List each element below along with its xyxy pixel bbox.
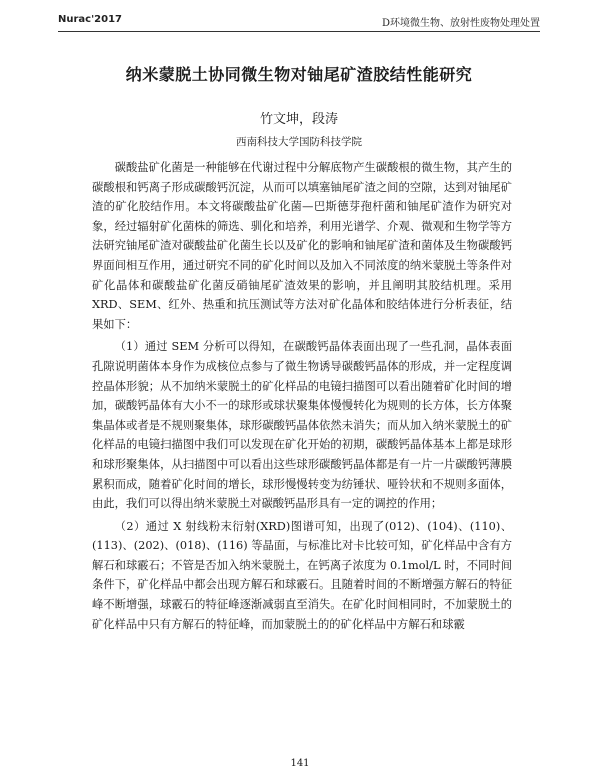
affiliation: 西南科技大学国防科技学院 <box>236 136 362 148</box>
paragraph-finding-2: （2）通过 X 射线粉末衍射(XRD)图谱可知，出现了(012)、(104)、(110)、(113)、(202)、(018)、(116) 等晶面，与标准比对卡比较可知，矿化样品中含有方解石和球霰石；不管是否加入纳米蒙脱土，在钙离子浓度为 0.1mol/L 时，不同时间条件下，矿化样品中都会出现方解石和球霰石。且随着时间的不断增强方解石的特征峰不断增强，球霰石的特征峰逐渐减弱直至消失。在矿化时间相同时，不加蒙脱土的矿化样品中只有方解石的特征峰，而加蒙脱土的的矿化样品中方解石和球霰 <box>92 519 512 631</box>
paper-title: 纳米蒙脱土协同微生物对铀尾矿渣胶结性能研究 <box>125 65 473 84</box>
running-header <box>58 12 540 28</box>
abstract-body <box>92 158 512 634</box>
section-label: D环境微生物、放射性废物处理处置 <box>381 18 540 29</box>
page-number: 141 <box>290 758 310 769</box>
paragraph-intro: 碳酸盐矿化菌是一种能够在代谢过程中分解底物产生碳酸根的微生物，其产生的碳酸根和钙离子形成碳酸钙沉淀，从而可以填塞铀尾矿渣之间的空隙，达到对铀尾矿渣的矿化胶结作用。本文将碳酸盐矿化菌—巴斯德芽孢杆菌和铀尾矿渣作为研究对象，经过辐射矿化菌株的筛选、驯化和培养，利用光谱学、介观、微观和生物学等方法研究铀尾矿渣对碳酸盐矿化菌生长以及矿化的影响和铀尾矿渣和菌体及生物碳酸钙界面间相互作用，通过研究不同的矿化时间以及加入不同浓度的纳米蒙脱土等条件对矿化晶体和碳酸盐矿化菌反硝铀尾矿渣效果的影响，并且阐明其胶结机理。采用 XRD、SEM、红外、热重和抗压测试等方法对矿化晶体和胶结体进行分析表征，结果如下： <box>92 161 512 331</box>
author-list: 竹文坤，段涛 <box>259 112 338 127</box>
header-rule <box>58 31 540 32</box>
paragraph-finding-1: （1）通过 SEM 分析可以得知，在碳酸钙晶体表面出现了一些孔洞，晶体表面孔隙说明菌体本身作为成核位点参与了微生物诱导碳酸钙晶体的形成，并一定程度调控晶体形貌；从不加纳米蒙脱土的矿化样品的电镜扫描图可以看出随着矿化时间的增加，碳酸钙晶体有大小不一的球形或球状聚集体慢慢转化为规则的长方体，长方体聚集晶体或者是不规则聚集体，球形碳酸钙晶体依然未消失；而从加入纳米蒙脱土的矿化样品的电镜扫描图中我们可以发现在矿化开始的初期，碳酸钙晶体基本上都是球形和球形聚集体，从扫描图中可以看出这些球形碳酸钙晶体都是有一片一片碳酸钙薄膜累积而成，随着矿化时间的增长，球形慢慢转变为纺锤状、哑铃状和不规则多面体，由此，我们可以得出纳米蒙脱土对碳酸钙晶形具有一定的调控的作用； <box>92 340 512 511</box>
conference-label: Nurac'2017 <box>58 14 122 25</box>
